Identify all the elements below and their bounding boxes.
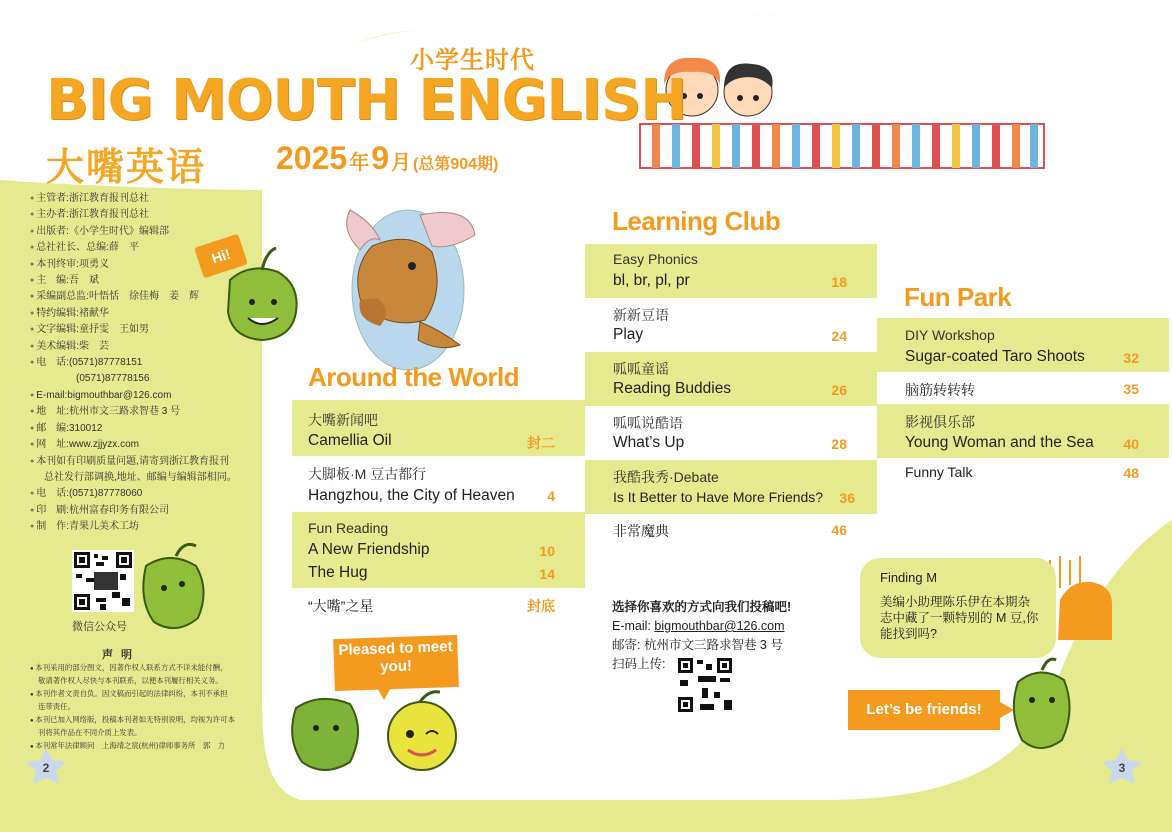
statement-line: ● 本刊常年法律顾问 上海靖之宸(杭州)律师事务所 郭 力 <box>30 740 258 753</box>
magazine-subtitle: 小学生时代 <box>410 47 535 74</box>
credit-line: ● 出版者:《小学生时代》编辑部 <box>30 224 255 240</box>
toc-item-camellia-oil[interactable] <box>292 400 585 456</box>
toc-category: 影视俱乐部 <box>905 414 975 430</box>
page-number-left: 2 <box>42 761 50 775</box>
toc-item-debate[interactable] <box>585 460 877 514</box>
statement-title: 声明 <box>102 649 140 661</box>
toc-page: 24 <box>831 328 847 344</box>
credit-line: ● 邮 编:310012 <box>30 421 255 437</box>
qr-caption: 微信公众号 <box>72 621 127 633</box>
submission-mail: 邮寄: 杭州市文三路求智巷 3 号 <box>612 638 783 652</box>
statement-list <box>30 662 258 753</box>
toc-category: 大嘴新闻吧 <box>308 412 378 428</box>
issue-month-suffix: 月 <box>390 152 411 174</box>
toc-category: DIY Workshop <box>905 327 995 343</box>
submission-heading: 选择你喜欢的方式向我们投稿吧! <box>612 600 792 614</box>
statement-line: ● 本刊作者文责自负。因文稿而引起的法律纠纷，本刊不承担 <box>30 688 258 701</box>
credit-line: ● 本刊如有印刷质量问题,请寄到浙江教育报刊 <box>30 454 255 470</box>
toc-title: “大嘴”之星 <box>308 598 374 614</box>
credit-line: ● 地 址:杭州市文三路求智巷 3 号 <box>30 404 255 420</box>
toc-title: Hangzhou, the City of Heaven <box>308 487 515 504</box>
section-title-around-the-world: Around the World <box>308 362 520 392</box>
submission-email-row <box>612 617 791 636</box>
toc-item-young-woman-sea[interactable] <box>877 404 1169 458</box>
toc-title: Young Woman and the Sea <box>905 434 1094 451</box>
toc-page: 18 <box>831 274 847 290</box>
toc-title: Reading Buddies <box>613 380 732 397</box>
toc-page: 10 <box>539 543 555 559</box>
toc-page: 40 <box>1123 436 1139 452</box>
toc-item-fun-reading[interactable] <box>292 512 585 588</box>
toc-category: 新新豆语 <box>613 307 669 323</box>
finding-m-bubble <box>860 558 1056 658</box>
toc-category: Easy Phonics <box>613 251 698 267</box>
toc-category: 大脚板·M 豆古都行 <box>308 466 427 482</box>
credit-line: ● 电 话:(0571)87778060 <box>30 486 255 502</box>
toc-title: 非常魔典 <box>613 523 669 539</box>
toc-category: Fun Reading <box>308 520 389 536</box>
statement-line: ● 本刊采用的部分图文，因著作权人联系方式不详未能付酬， <box>30 662 258 675</box>
toc-title: Play <box>613 326 644 343</box>
toc-page: 封底 <box>527 598 555 614</box>
credit-line: 总社发行部调换,地址、邮编与编辑部相同。 <box>44 471 237 483</box>
statement-line: ● 本刊已加入网络版，投稿本刊者如无特别说明，均视为许可本 <box>30 714 258 727</box>
lets-be-friends-tag: Let’s be friends! <box>848 690 1000 730</box>
submission-scan: 扫码上传: <box>612 657 666 671</box>
issue-month: 9 <box>371 140 389 176</box>
credit-line: ● 制 作:青果儿美术工坊 <box>30 519 255 535</box>
page-number-right: 3 <box>1118 761 1126 775</box>
toc-title: What’s Up <box>613 434 685 451</box>
hi-tag: Hi! <box>194 234 248 279</box>
toc-item-whats-up[interactable] <box>585 406 877 460</box>
toc-title: A New Friendship <box>308 541 430 558</box>
toc-item-easy-phonics[interactable] <box>585 244 877 298</box>
toc-item-funny-talk[interactable] <box>877 458 1169 488</box>
submission-info <box>612 598 791 674</box>
section-title-learning-club: Learning Club <box>612 206 781 236</box>
pleased-to-meet-you-tag: Pleased to meet you! <box>333 635 459 691</box>
credit-line: ● 总社社长、总编:薛 平 <box>30 240 255 256</box>
statement-line: 刊将其作品在不同介质上发表。 <box>38 728 142 737</box>
toc-title: Is It Better to Have More Friends? <box>613 489 824 505</box>
submission-email-link[interactable]: bigmouthbar@126.com <box>654 619 785 633</box>
toc-category: 呱呱童谣 <box>613 361 669 377</box>
issue-year: 2025 <box>276 140 348 176</box>
toc-page: 48 <box>1123 465 1139 481</box>
toc-title: Funny Talk <box>905 464 973 480</box>
credit-line: (0571)87778156 <box>76 373 150 385</box>
statement-line: 敬请著作权人尽快与本刊联系，以便本刊履行相关义务。 <box>38 676 223 685</box>
credit-line: ● 主管者:浙江教育报刊总社 <box>30 191 255 207</box>
toc-item-play[interactable] <box>585 298 877 352</box>
credit-line: ● 特约编辑:褚献华 <box>30 306 255 322</box>
credit-line: ● 印 刷:杭州富春印务有限公司 <box>30 503 255 519</box>
finding-m-title: Finding M <box>880 570 938 585</box>
credit-line: ● 电 话:(0571)87778151 <box>30 355 255 371</box>
toc-page: 4 <box>547 488 555 504</box>
green-character-bottom-left <box>292 699 358 770</box>
toc-page: 28 <box>831 436 847 452</box>
toc-page: 32 <box>1123 350 1139 366</box>
toc-page: 封二 <box>527 435 555 451</box>
toc-item-reading-buddies[interactable] <box>585 352 877 406</box>
toc-item-magic-dictionary[interactable] <box>585 514 877 546</box>
magazine-title: BIG MOUTH ENGLISH <box>46 68 687 133</box>
toc-title: The Hug <box>308 564 368 581</box>
email-label: E-mail: <box>612 619 651 633</box>
toc-title: Camellia Oil <box>308 432 392 449</box>
section-title-fun-park: Fun Park <box>904 282 1012 312</box>
wechat-qr-code <box>72 550 134 612</box>
credit-line: ● 采编副总监:叶悟恬 徐佳梅 姜 辉 <box>30 289 255 305</box>
toc-category: 我酷我秀·Debate <box>613 469 719 485</box>
credit-line: ● 美术编辑:柴 芸 <box>30 339 255 355</box>
toc-page: 36 <box>839 490 855 506</box>
toc-item-taro-shoots[interactable] <box>877 318 1169 372</box>
toc-page: 26 <box>831 382 847 398</box>
credit-line: ● 本刊终审:项勇义 <box>30 257 255 273</box>
credit-line: ● 主 编:吾 斌 <box>30 273 255 289</box>
toc-page: 14 <box>539 566 555 582</box>
toc-title: 脑筋转转转 <box>905 382 975 398</box>
magazine-title-cn: 大嘴英语 <box>46 147 207 189</box>
issue-info <box>276 140 498 177</box>
toc-title: bl, br, pl, pr <box>613 272 690 289</box>
toc-item-hangzhou[interactable] <box>292 456 585 512</box>
toc-page: 46 <box>831 522 847 538</box>
toc-category: 呱呱说酷语 <box>613 415 683 431</box>
issue-total: (总第904期) <box>412 156 499 173</box>
credit-line: ● 主办者:浙江教育报刊总社 <box>30 207 255 223</box>
toc-title: Sugar-coated Taro Shoots <box>905 348 1085 365</box>
issue-year-suffix: 年 <box>349 152 370 174</box>
credit-line: ● 网 址:www.zjjyzx.com <box>30 437 255 453</box>
toc-item-brain-teaser[interactable] <box>877 372 1169 404</box>
credit-line: ● 文字编辑:童抒雯 王如男 <box>30 322 255 338</box>
statement-line: 连带责任。 <box>38 702 75 711</box>
toc-item-star[interactable] <box>292 588 585 620</box>
credit-line: ● E-mail:bigmouthbar@126.com <box>30 388 255 404</box>
finding-m-body: 美编小助理陈乐伊在本期杂志中藏了一颗特别的 M 豆,你能找到吗? <box>880 595 1039 641</box>
toc-page: 35 <box>1123 381 1139 397</box>
